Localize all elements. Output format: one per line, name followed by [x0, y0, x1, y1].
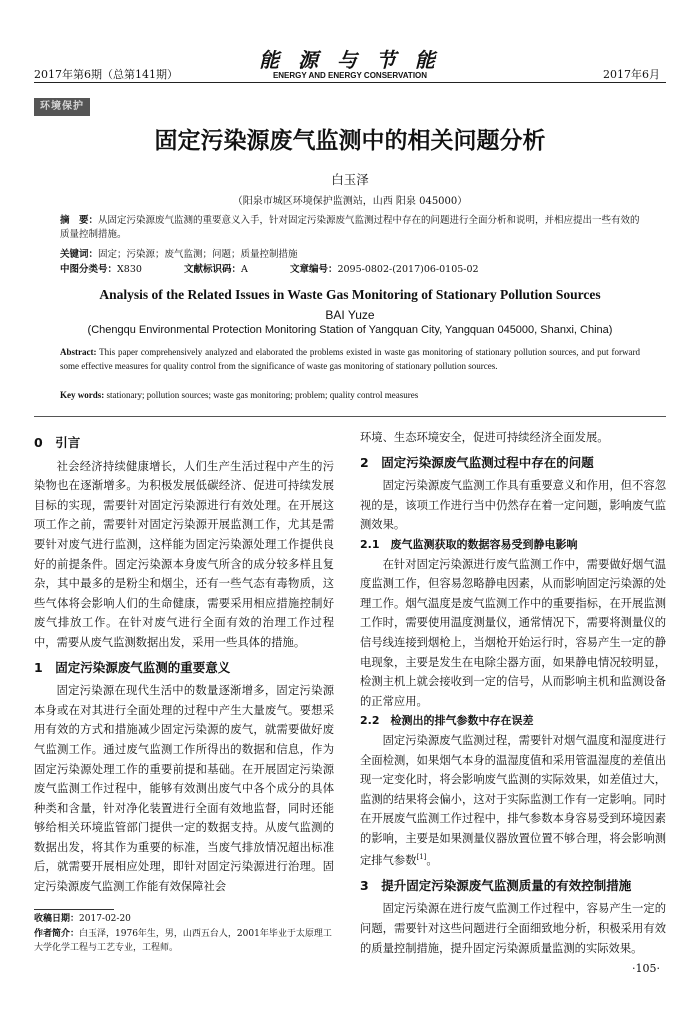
doc-code-label: 文献标识码： — [183, 264, 241, 275]
doc-code-value: A — [241, 264, 248, 275]
section-2-1-paragraph: 在针对固定污染源进行废气监测工作中，需要做好烟气温度监测工作，但容易忽略静电因素，从而影响固定污染源的处理工作。烟气温度是废气监测工作中的重要指标，在开展监测工作时，需要使用温度测量仪，通常情况下，需要将测量仪的信号线连接到烟枪上，当烟枪开始运行时，容易产生一定的静电现象，主要是发生在电除尘器方面，如果静电情况较明显，检测主机上就会接收到一定的信号，从而影响主机和监测设备的正常应用。 — [360, 557, 666, 708]
article-no-value: 2095-0802-(2017)06-0105-02 — [337, 264, 479, 275]
clc-value: X830 — [117, 264, 142, 275]
keywords-en-text: stationary; pollution sources; waste gas monitoring; problem; quality control measures — [106, 390, 419, 400]
footnote-divider — [34, 909, 114, 910]
article-no-label: 文章编号： — [289, 264, 338, 275]
section-2-2-paragraph: 固定污染源废气监测过程，需要针对烟气温度和湿度进行全面检测，如果烟气本身的温湿度值和采用管温湿度的差值出现一定变化时，将会影响废气监测的实际效果，如差值过大，监测的结果将会偏小，这对于实际监测工作有一定影响。同时在开展废气监测工作过程中，排气参数本身容易受到环境因素的影响，主要是如果测量仪器放置位置不够合理，将会影响测定排气参数[1]。 — [360, 733, 666, 868]
clc-label: 中图分类号： — [60, 264, 118, 275]
footnote-received — [34, 912, 334, 926]
section-3-heading: 3 提升固定污染源废气监测质量的有效控制措施 — [360, 877, 632, 893]
abstract-cn — [60, 214, 640, 242]
body-left-column — [34, 428, 334, 897]
keywords-en-label: Key words: — [60, 390, 105, 400]
keywords-cn-label: 关键词： — [60, 249, 99, 260]
abstract-en-label: Abstract: — [60, 347, 97, 357]
section-2-heading: 2 固定污染源废气监测过程中存在的问题 — [360, 454, 594, 470]
journal-masthead — [0, 44, 700, 80]
keywords-cn — [60, 248, 640, 262]
section-2-1-heading: 2.1 废气监测获取的数据容易受到静电影响 — [360, 537, 578, 551]
section-0-heading: 0 引言 — [34, 435, 81, 450]
journal-title-cn: 能 源 与 节 能 — [259, 48, 441, 72]
author-cn: 白玉泽 — [331, 172, 369, 187]
header-issue: 2017年第6期（总第141期） — [34, 68, 178, 81]
affiliation-cn: （阳泉市城区环境保护监测站，山西 阳泉 045000） — [232, 196, 468, 207]
abstract-en — [60, 345, 640, 373]
author-bio-text: 白玉泽，1976年生，男，山西五台人，2001年毕业于太原理工大学化学工程与工艺专业，工程师。 — [34, 929, 332, 953]
section-3-paragraph: 固定污染源在进行废气监测工作过程中，容易产生一定的问题，需要针对这些问题进行全面细致地分析，积极采用有效的质量控制措施，提升固定污染源质量监测的实际效果。 — [360, 902, 666, 955]
author-bio-label: 作者简介： — [34, 929, 80, 939]
footnote-author-bio — [34, 927, 334, 955]
abstract-cn-label: 摘 要： — [60, 215, 99, 226]
section-2-paragraph: 固定污染源废气监测工作具有重要意义和作用，但不容忽视的是，该项工作进行当中仍然存在着一定问题，影响废气监测效果。 — [360, 479, 666, 532]
section-1-heading: 1 固定污染源废气监测的重要意义 — [34, 659, 231, 675]
received-label: 收稿日期： — [34, 914, 80, 924]
received-date: 2017-02-20 — [79, 914, 131, 924]
keywords-en — [60, 390, 640, 400]
section-2-2-heading: 2.2 检测出的排气参数中存在误差 — [360, 714, 534, 728]
abstract-en-text: This paper comprehensively analyzed and elaborated the problems existed in waste gas monitoring of stationary pollution sources, and put forward some effective measures for quality control from the significance of waste gas monitoring of stationary pollution sources. — [60, 347, 640, 371]
author-en: BAI Yuze — [325, 308, 375, 322]
header-divider — [34, 82, 666, 83]
header-date: 2017年6月 — [603, 68, 660, 81]
section-1-paragraph: 固定污染源在现代生活中的数量逐渐增多，固定污染源本身或在对其进行全面处理的过程中产生大量废气。要想采用有效的方式和措施减少固定污染源的废气，就需要做好废气监测工作。通过废气监测工作所得出的数据和信息，作为固定污染源处理工作的重要前提和基础。在开展固定污染源废气监测工作过程中，能够有效测出废气中各个成分的具体种类和含量，针对净化装置进行全面有效地监督，同时还能够给相关环境监管部门提供一定的数据支持。从废气监测的数据出发，将其作为重要的标准，当废气排放情况超出标准后，就需要开展相应处理，即针对固定污染源进行治理。固定污染源废气监测工作能有效保障社会 — [34, 684, 334, 894]
journal-title-en: ENERGY AND ENERGY CONSERVATION — [272, 71, 428, 80]
article-title-cn: 固定污染源废气监测中的相关问题分析 — [154, 128, 546, 154]
keywords-cn-text: 固定；污染源；废气监测；问题；质量控制措施 — [98, 249, 298, 260]
body-right-column — [360, 428, 666, 958]
classification-line — [60, 263, 640, 277]
page-number: ·105· — [632, 962, 660, 975]
citation-ref: [1] — [416, 853, 427, 862]
abstract-cn-text: 从固定污染源废气监测的重要意义入手，针对固定污染源废气监测过程中存在的问题进行全面分析和说明，并相应提出一些有效的质量控制措施。 — [60, 215, 640, 240]
affiliation-en: (Chengqu Environmental Protection Monitoring Station of Yangquan City, Yangquan 045000, Shanxi, China) — [87, 324, 613, 336]
article-title-en: Analysis of the Related Issues in Waste Gas Monitoring of Stationary Pollution Sources — [99, 287, 601, 302]
continued-paragraph: 环境、生态环境安全，促进可持续经济全面发展。 — [360, 431, 609, 444]
section-tag: 环境保护 — [34, 98, 90, 116]
section-0-paragraph: 社会经济持续健康增长，人们生产生活过程中产生的污染物也在逐渐增多。为积极发展低碳经济、促进可持续发展目标的实现，需要针对固定污染源进行有效处理。在开展这项工作之前，需要针对固定污染源开展监测工作，尤其是需要针对废气进行监测，这样能为固定污染源处理工作提供良好的前提条件。固定污染源本身废气所含的成分较多样且复杂，其中最多的是粉尘和烟尘，还有一些气态有毒物质，这些气体将会影响人们的生命健康，需要采用相应措施控制好废气排放工作。在针对废气进行全面有效的治理工作过程中，需要从废气监测数据出发，采用一些具体的措施。 — [34, 459, 334, 649]
abstract-divider — [34, 416, 666, 417]
